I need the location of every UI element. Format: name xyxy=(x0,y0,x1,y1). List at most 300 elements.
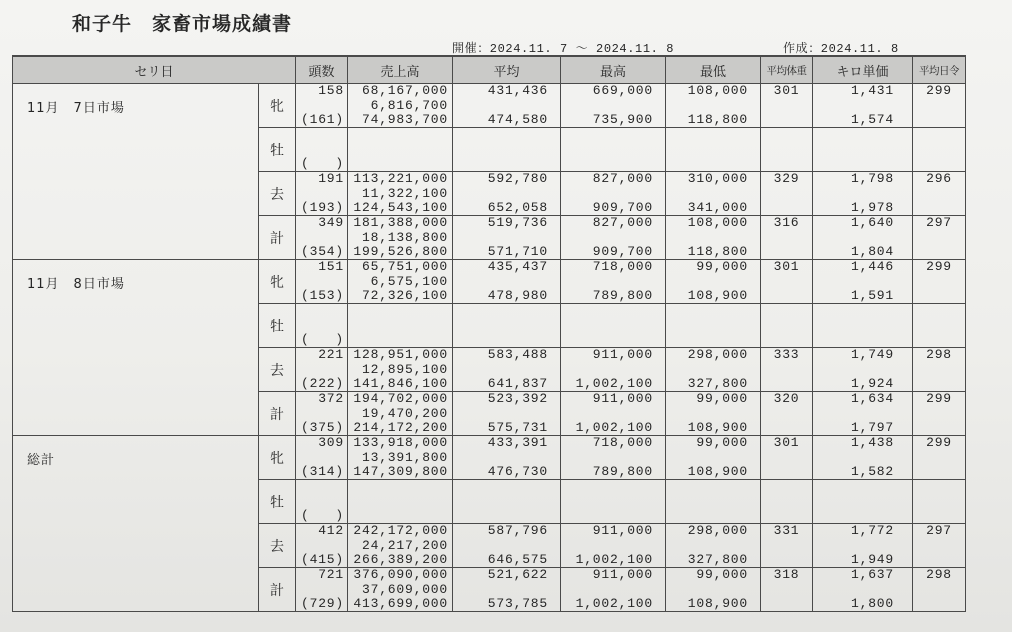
average-weight-cell-lines xyxy=(761,480,812,523)
max-price-cell-lines xyxy=(561,568,665,611)
sales-cell xyxy=(348,260,453,304)
category-label: 計 xyxy=(259,568,296,612)
value-line-1: 297 xyxy=(926,524,952,538)
min-price-cell xyxy=(666,172,761,216)
head-count-cell-lines xyxy=(296,304,347,347)
average-weight-cell xyxy=(761,172,813,216)
price-per-kilo-cell xyxy=(813,84,913,128)
min-price-cell xyxy=(666,480,761,524)
average-price-cell-lines xyxy=(453,260,560,303)
value-line-3 xyxy=(761,597,812,611)
value-line-3: 1,978 xyxy=(851,200,895,215)
value-line-3 xyxy=(453,333,548,347)
value-line-3 xyxy=(761,465,812,479)
value-line-3 xyxy=(348,509,448,523)
average-weight-cell-lines xyxy=(761,348,812,391)
value-line-2 xyxy=(913,495,965,509)
value-line-2 xyxy=(561,451,653,465)
value-line-1 xyxy=(561,304,653,318)
value-line-3: (314) xyxy=(301,464,345,479)
value-line-1: 299 xyxy=(926,84,952,98)
average-weight-cell-lines xyxy=(761,568,812,611)
value-line-1: 108,000 xyxy=(687,84,749,98)
value-line-2 xyxy=(296,187,344,201)
sales-cell-lines xyxy=(348,524,452,567)
value-line-1 xyxy=(666,304,748,318)
average-price-cell xyxy=(453,84,561,128)
document-title: 和子牛 家畜市場成績書 xyxy=(72,13,293,35)
value-line-1: 309 xyxy=(318,436,345,450)
value-line-2 xyxy=(296,583,344,597)
value-line-3 xyxy=(913,157,965,171)
value-line-3: 1,797 xyxy=(851,420,895,435)
table-row xyxy=(13,436,966,480)
value-line-3 xyxy=(561,509,653,523)
value-line-1: 587,796 xyxy=(487,524,549,538)
value-line-1: 99,000 xyxy=(696,392,749,406)
head-count-cell-lines xyxy=(296,84,347,127)
value-line-1: 376,090,000 xyxy=(353,568,449,582)
sales-cell-lines xyxy=(348,392,452,435)
value-line-2 xyxy=(561,275,653,289)
head-count-cell-lines xyxy=(296,568,347,611)
value-line-1: 133,918,000 xyxy=(353,436,449,450)
price-per-kilo-cell-lines xyxy=(813,568,912,611)
value-line-1: 298 xyxy=(926,568,952,582)
min-price-cell-lines xyxy=(666,216,760,259)
sales-cell xyxy=(348,304,453,348)
value-line-2 xyxy=(666,231,748,245)
average-price-cell-lines xyxy=(453,216,560,259)
value-line-1: 99,000 xyxy=(696,568,749,582)
value-line-3: 1,591 xyxy=(851,288,895,303)
sales-cell-lines xyxy=(348,216,452,259)
price-per-kilo-cell xyxy=(813,216,913,260)
value-line-3 xyxy=(813,509,894,523)
value-line-1: 151 xyxy=(318,260,345,274)
category-label: 牡 xyxy=(259,304,296,348)
value-line-3: (193) xyxy=(301,200,345,215)
average-weight-cell xyxy=(761,348,813,392)
sales-cell xyxy=(348,128,453,172)
price-per-kilo-cell-lines xyxy=(813,128,912,171)
average-age-cell xyxy=(913,304,966,348)
value-line-3: 476,730 xyxy=(487,464,549,479)
value-line-3: 108,900 xyxy=(687,288,749,303)
value-line-2 xyxy=(761,187,812,201)
value-line-3 xyxy=(761,421,812,435)
price-per-kilo-cell-lines xyxy=(813,348,912,391)
average-weight-cell-lines xyxy=(761,128,812,171)
average-age-cell-lines xyxy=(913,84,965,127)
value-line-2 xyxy=(296,275,344,289)
average-price-cell-lines xyxy=(453,128,560,171)
value-line-2 xyxy=(761,363,812,377)
value-line-1: 718,000 xyxy=(592,436,654,450)
value-line-3 xyxy=(666,157,748,171)
value-line-1 xyxy=(761,304,812,318)
value-line-1: 194,702,000 xyxy=(353,392,449,406)
sales-cell-lines xyxy=(348,568,452,611)
value-line-2 xyxy=(453,451,548,465)
value-line-3: (153) xyxy=(301,288,345,303)
value-line-2 xyxy=(666,583,748,597)
value-line-2 xyxy=(813,407,894,421)
value-line-2 xyxy=(453,363,548,377)
value-line-2: 19,470,200 xyxy=(362,405,449,421)
value-line-2 xyxy=(561,539,653,553)
min-price-cell-lines xyxy=(666,568,760,611)
value-line-3: 141,846,100 xyxy=(353,376,449,391)
value-line-1: 519,736 xyxy=(487,216,549,230)
value-line-1: 318 xyxy=(773,568,800,582)
average-price-cell-lines xyxy=(453,392,560,435)
value-line-2 xyxy=(913,319,965,333)
sales-cell xyxy=(348,568,453,612)
value-line-1 xyxy=(348,480,448,494)
value-line-1 xyxy=(913,480,965,494)
max-price-cell-lines xyxy=(561,480,665,523)
section-label-cell xyxy=(13,84,259,260)
value-line-3: 1,924 xyxy=(851,376,895,391)
value-line-2 xyxy=(348,495,448,509)
average-price-cell xyxy=(453,436,561,480)
value-line-3 xyxy=(761,113,812,127)
value-line-1: 299 xyxy=(926,436,952,450)
average-price-cell-lines xyxy=(453,436,560,479)
value-line-1: 296 xyxy=(926,172,952,186)
average-price-cell xyxy=(453,568,561,612)
value-line-3: (354) xyxy=(301,244,345,259)
head-count-cell xyxy=(296,260,348,304)
value-line-3 xyxy=(561,157,653,171)
value-line-1: 827,000 xyxy=(592,216,654,230)
value-line-3: 118,800 xyxy=(687,112,749,127)
average-price-cell-lines xyxy=(453,524,560,567)
value-line-1: 583,488 xyxy=(487,348,549,362)
value-line-2 xyxy=(761,231,812,245)
value-line-2 xyxy=(296,539,344,553)
average-price-cell-lines xyxy=(453,480,560,523)
value-line-3: 108,900 xyxy=(687,420,749,435)
value-line-2 xyxy=(453,539,548,553)
price-per-kilo-cell xyxy=(813,304,913,348)
value-line-2 xyxy=(761,99,812,113)
value-line-2: 6,816,700 xyxy=(370,97,449,113)
value-line-2 xyxy=(761,583,812,597)
sales-cell xyxy=(348,480,453,524)
value-line-1: 911,000 xyxy=(592,524,654,538)
min-price-cell-lines xyxy=(666,128,760,171)
head-count-cell-lines xyxy=(296,172,347,215)
average-weight-cell xyxy=(761,568,813,612)
max-price-cell xyxy=(561,568,666,612)
value-line-3: 108,900 xyxy=(687,596,749,611)
value-line-1: 158 xyxy=(318,84,345,98)
average-weight-cell-lines xyxy=(761,436,812,479)
value-line-3 xyxy=(761,157,812,171)
value-line-3: 789,800 xyxy=(592,464,654,479)
sales-cell xyxy=(348,216,453,260)
value-line-3: 341,000 xyxy=(687,200,749,215)
value-line-2 xyxy=(813,583,894,597)
value-line-3: 1,002,100 xyxy=(575,376,654,391)
value-line-3: 571,710 xyxy=(487,244,549,259)
head-count-cell xyxy=(296,524,348,568)
value-line-3: 646,575 xyxy=(487,552,549,567)
head-count-cell-lines xyxy=(296,436,347,479)
value-line-2: 18,138,800 xyxy=(362,229,449,245)
value-line-2 xyxy=(453,319,548,333)
value-line-2 xyxy=(561,143,653,157)
head-count-cell xyxy=(296,348,348,392)
value-line-2 xyxy=(296,495,344,509)
min-price-cell-lines xyxy=(666,392,760,435)
value-line-1: 181,388,000 xyxy=(353,216,449,230)
value-line-3: 1,800 xyxy=(851,596,895,611)
value-line-3 xyxy=(913,377,965,391)
min-price-cell xyxy=(666,348,761,392)
max-price-cell-lines xyxy=(561,216,665,259)
max-price-cell xyxy=(561,480,666,524)
sales-cell-lines xyxy=(348,304,452,347)
value-line-3 xyxy=(453,509,548,523)
value-line-2 xyxy=(666,275,748,289)
max-price-cell-lines xyxy=(561,84,665,127)
value-line-3: 909,700 xyxy=(592,244,654,259)
value-line-2 xyxy=(666,187,748,201)
value-line-1: 301 xyxy=(773,260,800,274)
value-line-2 xyxy=(666,539,748,553)
average-age-cell xyxy=(913,84,966,128)
head-count-cell xyxy=(296,216,348,260)
value-line-2 xyxy=(296,231,344,245)
value-line-3 xyxy=(666,509,748,523)
value-line-3 xyxy=(761,289,812,303)
column-header-sales: 売上高 xyxy=(348,56,453,84)
value-line-3 xyxy=(761,333,812,347)
value-line-2: 24,217,200 xyxy=(362,537,449,553)
head-count-cell-lines xyxy=(296,392,347,435)
value-line-2 xyxy=(561,319,653,333)
max-price-cell-lines xyxy=(561,348,665,391)
value-line-2 xyxy=(666,363,748,377)
price-per-kilo-cell-lines xyxy=(813,480,912,523)
value-line-2 xyxy=(913,99,965,113)
value-line-3: 199,526,800 xyxy=(353,244,449,259)
average-age-cell xyxy=(913,128,966,172)
value-line-1: 431,436 xyxy=(487,84,549,98)
average-age-cell-lines xyxy=(913,392,965,435)
value-line-1: 297 xyxy=(926,216,952,230)
value-line-1: 1,446 xyxy=(851,260,895,274)
value-line-1: 349 xyxy=(318,216,345,230)
value-line-2 xyxy=(813,275,894,289)
value-line-3: ( ) xyxy=(301,332,345,347)
category-label: 牝 xyxy=(259,84,296,128)
average-price-cell xyxy=(453,128,561,172)
value-line-1 xyxy=(561,128,653,142)
value-line-2: 37,609,000 xyxy=(362,581,449,597)
head-count-cell-lines xyxy=(296,348,347,391)
value-line-1: 191 xyxy=(318,172,345,186)
value-line-1 xyxy=(813,304,894,318)
sales-cell-lines xyxy=(348,480,452,523)
value-line-3: (415) xyxy=(301,552,345,567)
value-line-2: 11,322,100 xyxy=(362,185,449,201)
average-price-cell-lines xyxy=(453,348,560,391)
column-header-average-weight: 平均体重 xyxy=(761,56,813,84)
value-line-3: 72,326,100 xyxy=(362,288,449,303)
average-price-cell-lines xyxy=(453,84,560,127)
price-per-kilo-cell xyxy=(813,260,913,304)
price-per-kilo-cell xyxy=(813,392,913,436)
value-line-1: 412 xyxy=(318,524,345,538)
value-line-1: 721 xyxy=(318,568,345,582)
sales-cell-lines xyxy=(348,172,452,215)
value-line-2 xyxy=(761,143,812,157)
value-line-3 xyxy=(913,509,965,523)
min-price-cell xyxy=(666,84,761,128)
value-line-3: 478,980 xyxy=(487,288,549,303)
value-line-2 xyxy=(813,187,894,201)
average-weight-cell xyxy=(761,128,813,172)
value-line-2 xyxy=(761,451,812,465)
category-label: 牝 xyxy=(259,436,296,480)
value-line-2 xyxy=(453,231,548,245)
average-weight-cell-lines xyxy=(761,304,812,347)
value-line-2 xyxy=(813,539,894,553)
value-line-3: 641,837 xyxy=(487,376,549,391)
value-line-3: (222) xyxy=(301,376,345,391)
value-line-1: 1,640 xyxy=(851,216,895,230)
column-header-max: 最高 xyxy=(561,56,666,84)
average-weight-cell-lines xyxy=(761,84,812,127)
average-age-cell xyxy=(913,480,966,524)
head-count-cell xyxy=(296,568,348,612)
max-price-cell xyxy=(561,348,666,392)
value-line-1: 310,000 xyxy=(687,172,749,186)
head-count-cell xyxy=(296,392,348,436)
value-line-3: 1,002,100 xyxy=(575,596,654,611)
value-line-1: 669,000 xyxy=(592,84,654,98)
value-line-3: 1,002,100 xyxy=(575,552,654,567)
max-price-cell xyxy=(561,172,666,216)
value-line-3: 909,700 xyxy=(592,200,654,215)
value-line-2 xyxy=(813,363,894,377)
max-price-cell-lines xyxy=(561,524,665,567)
auction-period: 開催：2024.11. 7 ～ 2024.11. 8 xyxy=(452,42,675,56)
value-line-1: 242,172,000 xyxy=(353,524,449,538)
value-line-1 xyxy=(913,304,965,318)
value-line-3 xyxy=(561,333,653,347)
sales-cell xyxy=(348,348,453,392)
value-line-3: 575,731 xyxy=(487,420,549,435)
value-line-2 xyxy=(453,583,548,597)
value-line-1: 523,392 xyxy=(487,392,549,406)
min-price-cell-lines xyxy=(666,172,760,215)
value-line-1 xyxy=(296,480,344,494)
average-weight-cell-lines xyxy=(761,524,812,567)
value-line-2 xyxy=(296,143,344,157)
value-line-1: 331 xyxy=(773,524,800,538)
category-label: 去 xyxy=(259,348,296,392)
average-weight-cell xyxy=(761,260,813,304)
sales-cell-lines xyxy=(348,436,452,479)
value-line-1: 911,000 xyxy=(592,568,654,582)
average-age-cell xyxy=(913,172,966,216)
value-line-2 xyxy=(348,319,448,333)
value-line-2 xyxy=(453,407,548,421)
value-line-2 xyxy=(761,275,812,289)
value-line-2 xyxy=(296,363,344,377)
value-line-1: 298 xyxy=(926,348,952,362)
average-weight-cell-lines xyxy=(761,392,812,435)
head-count-cell-lines xyxy=(296,216,347,259)
value-line-1: 372 xyxy=(318,392,345,406)
value-line-2 xyxy=(913,451,965,465)
average-price-cell xyxy=(453,480,561,524)
price-per-kilo-cell xyxy=(813,568,913,612)
max-price-cell xyxy=(561,84,666,128)
value-line-1: 221 xyxy=(318,348,345,362)
average-weight-cell xyxy=(761,216,813,260)
column-header-price-per-kilo: キロ単価 xyxy=(813,56,913,84)
average-age-cell-lines xyxy=(913,172,965,215)
value-line-2 xyxy=(453,187,548,201)
value-line-1: 1,749 xyxy=(851,348,895,362)
price-per-kilo-cell-lines xyxy=(813,216,912,259)
column-header-head-count: 頭数 xyxy=(296,56,348,84)
value-line-3 xyxy=(761,377,812,391)
value-line-2 xyxy=(813,495,894,509)
max-price-cell xyxy=(561,216,666,260)
table-body xyxy=(13,84,966,612)
value-line-1: 316 xyxy=(773,216,800,230)
value-line-2 xyxy=(348,143,448,157)
average-price-cell-lines xyxy=(453,172,560,215)
average-weight-cell xyxy=(761,436,813,480)
average-age-cell xyxy=(913,436,966,480)
value-line-3: 573,785 xyxy=(487,596,549,611)
value-line-3: 1,949 xyxy=(851,552,895,567)
min-price-cell xyxy=(666,216,761,260)
average-age-cell-lines xyxy=(913,260,965,303)
price-per-kilo-cell xyxy=(813,524,913,568)
average-age-cell xyxy=(913,348,966,392)
value-line-2 xyxy=(296,319,344,333)
category-label: 計 xyxy=(259,392,296,436)
value-line-3: 327,800 xyxy=(687,552,749,567)
average-age-cell-lines xyxy=(913,524,965,567)
value-line-1: 301 xyxy=(773,84,800,98)
average-age-cell xyxy=(913,392,966,436)
value-line-1: 1,798 xyxy=(851,172,895,186)
value-line-3: 327,800 xyxy=(687,376,749,391)
value-line-1: 298,000 xyxy=(687,348,749,362)
value-line-1: 99,000 xyxy=(696,436,749,450)
average-age-cell xyxy=(913,216,966,260)
value-line-2 xyxy=(813,99,894,113)
value-line-2 xyxy=(561,99,653,113)
price-per-kilo-cell-lines xyxy=(813,304,912,347)
value-line-2 xyxy=(913,583,965,597)
price-per-kilo-cell xyxy=(813,480,913,524)
value-line-2 xyxy=(666,99,748,113)
category-label: 去 xyxy=(259,172,296,216)
value-line-1: 128,951,000 xyxy=(353,348,449,362)
value-line-3: 1,804 xyxy=(851,244,895,259)
